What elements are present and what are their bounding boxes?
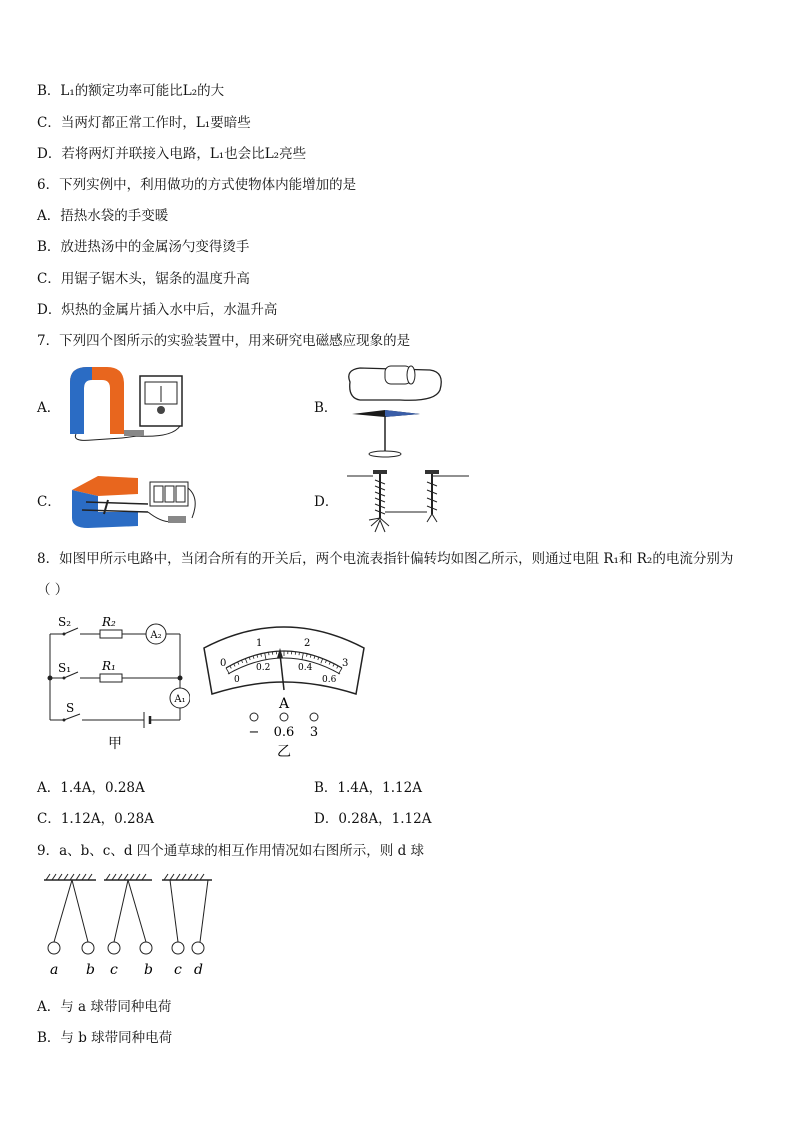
ball-label-b1: b — [86, 962, 95, 978]
q6-option-c: C．用锯子锯木头，锯条的温度升高 — [37, 271, 250, 287]
ball-a — [48, 942, 60, 954]
label-s2: S₂ — [58, 615, 72, 629]
label-r2: R₂ — [102, 615, 116, 629]
iron-core-end — [407, 366, 415, 384]
terminal-label-3: 3 — [309, 725, 319, 740]
ball-label-a: a — [50, 962, 59, 978]
outer-tick-3: 3 — [342, 658, 349, 669]
label-r1: R₁ — [102, 659, 116, 673]
inner-tick-0: 0 — [234, 675, 240, 685]
circuit-diagram — [40, 614, 190, 754]
q8-option-a: A．1.4A，0.28A — [37, 780, 145, 796]
q7-label-c: C． — [37, 494, 61, 510]
wire-a1 — [75, 434, 122, 440]
ball-c1 — [108, 942, 120, 954]
option-d-line: D．若将两灯并联接入电路，L₁也会比L₂亮些 — [37, 146, 307, 162]
q7-label-b: B． — [314, 400, 338, 416]
pith-balls-figure — [40, 872, 220, 980]
pins-1 — [369, 518, 389, 532]
thread-c2 — [170, 880, 178, 942]
horseshoe-magnet-blue — [70, 367, 92, 434]
meter-c-slot-2 — [165, 486, 174, 502]
question-9: 9．a、b、c、d 四个通草球的相互作用情况如右图所示，则 d 球 — [37, 843, 424, 859]
q6-option-d: D．炽热的金属片插入水中后，水温升高 — [37, 302, 278, 318]
option-b-line: B．L₁的额定功率可能比L₂的大 — [37, 83, 225, 99]
meter-c-slot-3 — [176, 486, 185, 502]
resistor-r2 — [100, 630, 122, 638]
q7-label-d: D． — [314, 494, 339, 510]
thread-b1 — [72, 880, 88, 942]
label-s: S — [66, 701, 75, 715]
q8-option-d: D．0.28A，1.12A — [314, 811, 432, 827]
ceiling-2 — [104, 874, 152, 880]
switch-c — [168, 516, 186, 523]
label-a1: A₁ — [174, 694, 186, 705]
ball-label-c2: c — [174, 962, 182, 978]
terminal-06 — [280, 713, 288, 721]
coil-2 — [427, 474, 437, 514]
wire-c2 — [188, 488, 195, 518]
nail-head-1 — [373, 470, 387, 474]
outer-tick-2: 2 — [304, 638, 311, 649]
inner-tick-1: 0.2 — [256, 663, 271, 673]
question-8-paren: （ ） — [37, 582, 69, 598]
label-a2: A₂ — [150, 630, 162, 641]
question-6: 6．下列实例中，利用做功的方式使物体内能增加的是 — [37, 177, 357, 193]
outer-tick-0: 0 — [220, 658, 227, 669]
inner-tick-3: 0.6 — [322, 675, 337, 685]
switch-a — [124, 430, 144, 436]
terminal-neg — [250, 713, 258, 721]
q8-option-c: C．1.12A，0.28A — [37, 811, 154, 827]
caption-yi: 乙 — [277, 744, 291, 760]
label-s1: S₁ — [58, 661, 72, 675]
q9-option-b: B．与 b 球带同种电荷 — [37, 1030, 173, 1046]
q7-figure-a — [62, 362, 192, 444]
q9-option-a: A．与 a 球带同种电荷 — [37, 999, 172, 1015]
resistor-r1 — [100, 674, 122, 682]
meter-unit: A — [278, 696, 290, 712]
ball-label-b2: b — [144, 962, 153, 978]
q7-label-a: A． — [37, 400, 61, 416]
q6-option-a: A．捂热水袋的手变暖 — [37, 208, 169, 224]
option-c-line: C．当两灯都正常工作时，L₁要暗些 — [37, 115, 251, 131]
q7-figure-d — [345, 466, 475, 542]
terminal-label-06: 0.6 — [273, 725, 295, 740]
thread-c1 — [114, 880, 128, 942]
coil-1 — [375, 474, 385, 518]
ball-d — [192, 942, 204, 954]
ball-b1 — [82, 942, 94, 954]
ammeter-dial-figure — [198, 618, 370, 763]
terminal-3 — [310, 713, 318, 721]
compass-needle-blue — [385, 410, 420, 417]
ceiling-1 — [44, 874, 96, 880]
question-8: 8．如图甲所示电路中，当闭合所有的开关后，两个电流表指针偏转均如图乙所示，则通过电阻 R₁和 R₂的电流分别为 — [37, 551, 734, 567]
ball-label-c1: c — [110, 962, 118, 978]
q6-option-b: B．放进热汤中的金属汤勺变得烫手 — [37, 239, 250, 255]
meter-c-slot-1 — [154, 486, 163, 502]
caption-jia: 甲 — [108, 736, 122, 752]
ceiling-3 — [162, 874, 212, 880]
q8-option-b: B．1.4A，1.12A — [314, 780, 422, 796]
compass-base — [369, 451, 401, 457]
galvanometer-knob — [157, 406, 165, 414]
ball-b2 — [140, 942, 152, 954]
q7-figure-b — [340, 360, 450, 460]
thread-d — [200, 880, 208, 942]
nail-head-2 — [425, 470, 439, 474]
q7-figure-c — [68, 468, 198, 536]
ball-c2 — [172, 942, 184, 954]
pins-2 — [427, 514, 437, 522]
terminal-label-neg: − — [248, 725, 260, 740]
inner-tick-2: 0.4 — [298, 663, 313, 673]
ball-label-d: d — [194, 962, 203, 978]
question-7: 7．下列四个图所示的实验装置中，用来研究电磁感应现象的是 — [37, 333, 411, 349]
thread-b2 — [128, 880, 146, 942]
outer-tick-1: 1 — [256, 638, 263, 649]
thread-a — [54, 880, 72, 942]
